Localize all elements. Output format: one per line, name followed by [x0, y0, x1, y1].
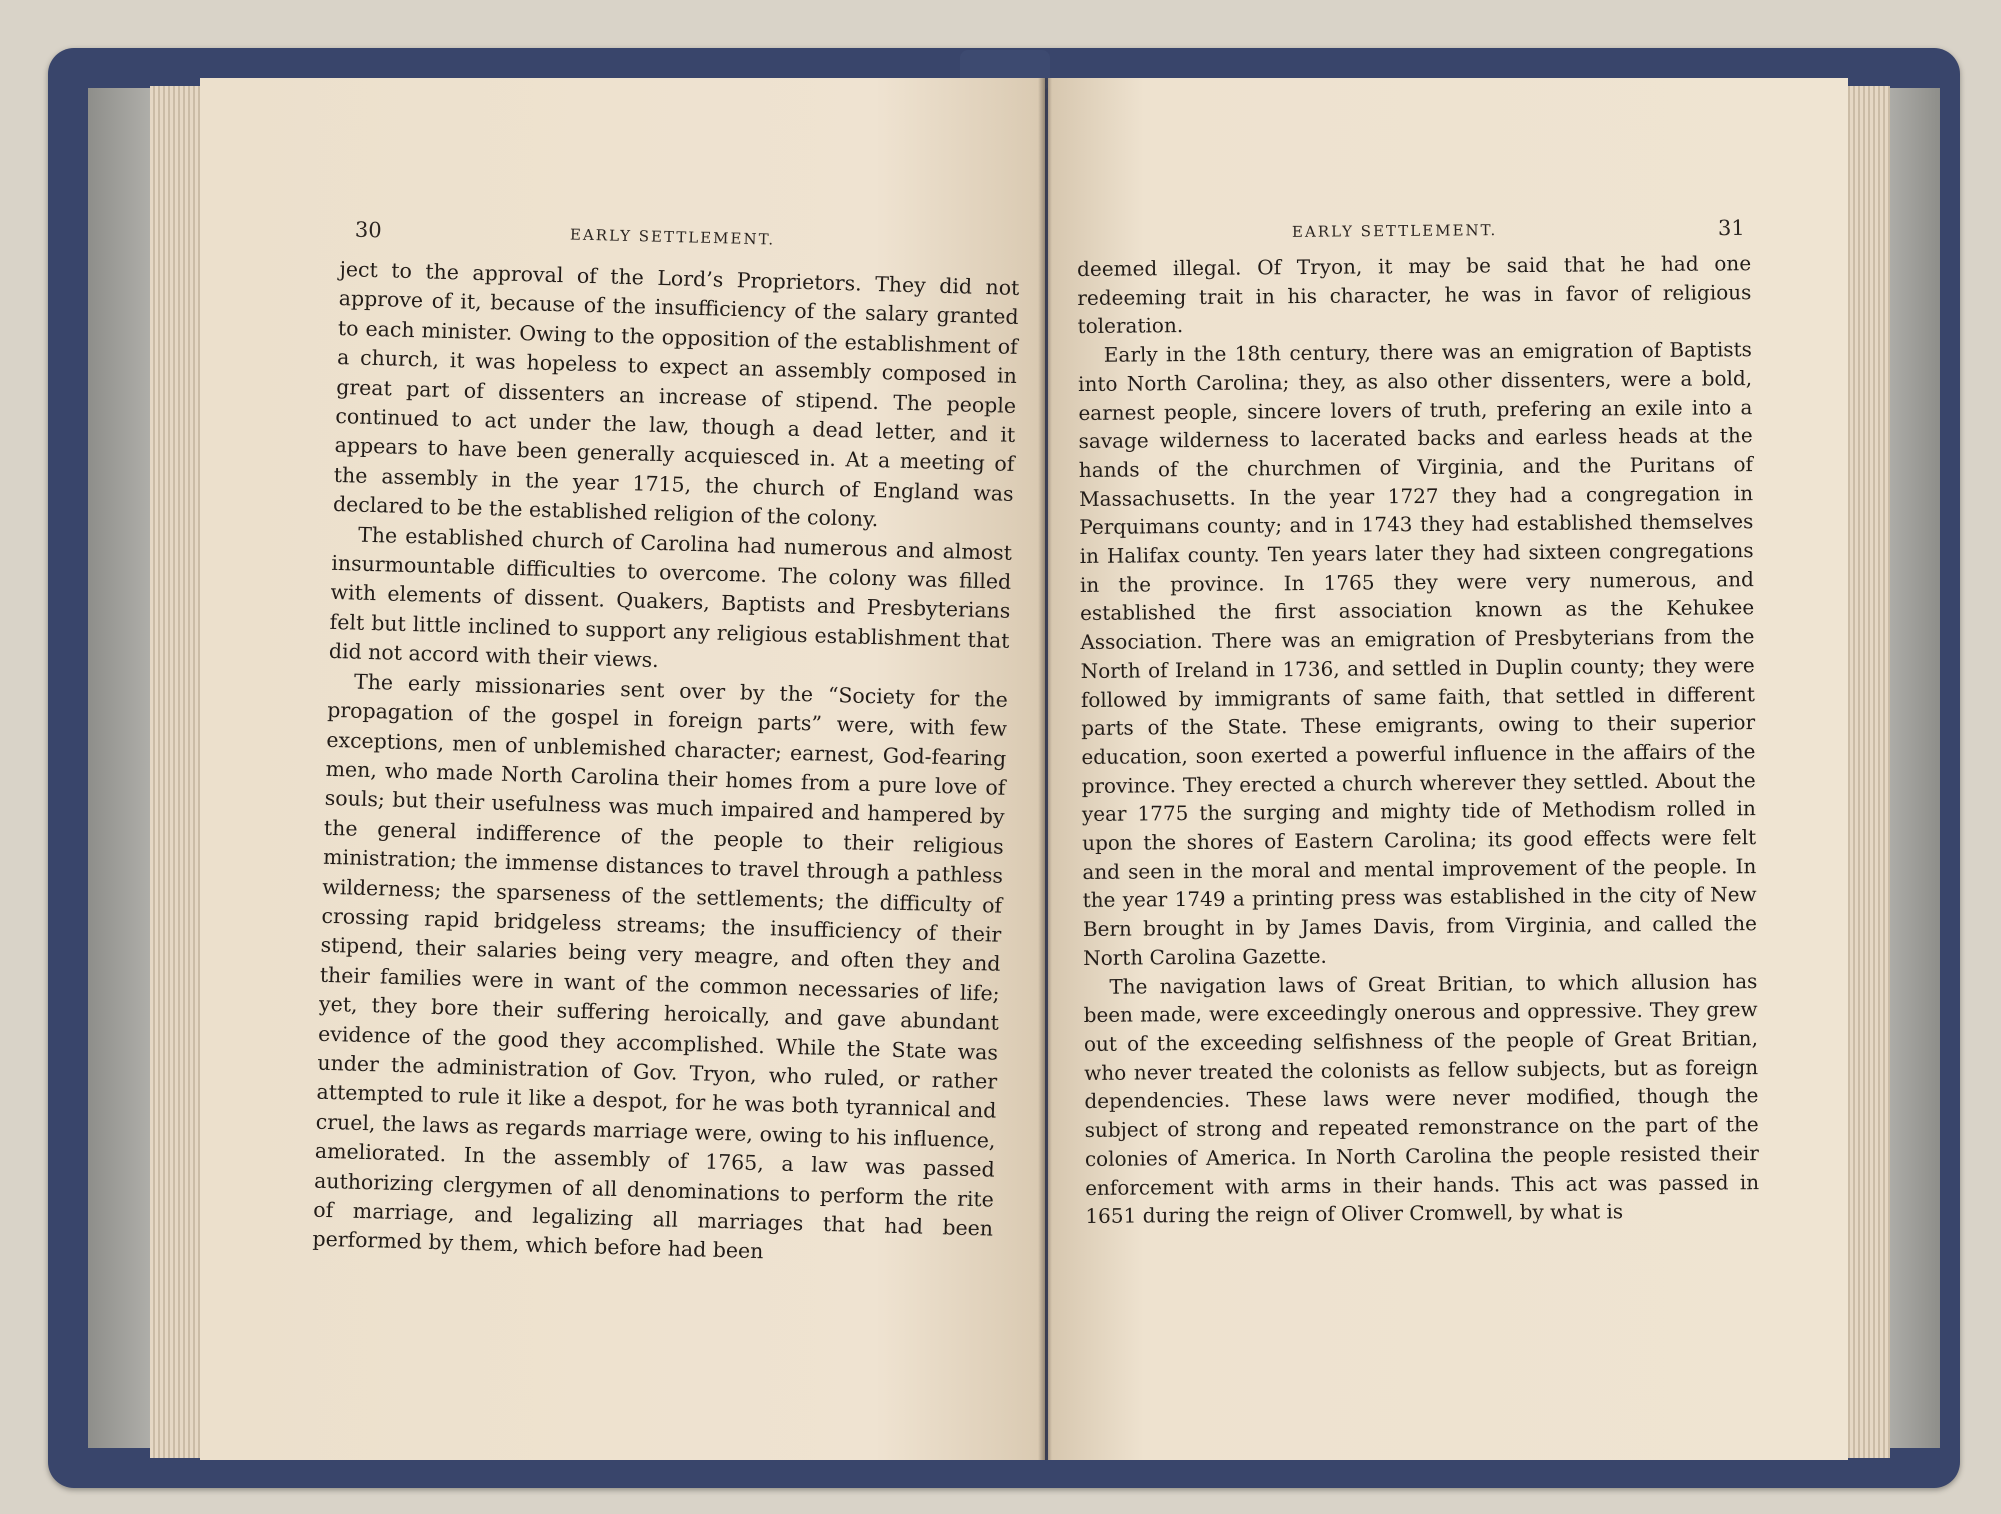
paragraph: deemed illegal. Of Tryon, it may be said that he had one redeeming trait in his character, he was in favor of religious toleration. — [1077, 251, 1752, 339]
right-page-text — [1077, 249, 1759, 1231]
right-page-number: 31 — [1717, 215, 1745, 241]
paragraph: The established church of Carolina had numerous and almost insurmountable difficulties to overcome. The colony was filled with elements of dissent. Quakers, Baptists and Presbyterians felt but little inclined to support any religious establishment that did not accord with their views. — [328, 522, 1013, 673]
paragraph: Early in the 18th century, there was an emigration of Baptists into North Carolina; they, as also other dissenters, were a bold, earnest people, sincere lovers of truth, prefering an exile into a savage wilderness to lacerated backs and earless heads at the hands of the churchmen of Virginia, and the Puritans of Massachusetts. In the year 1727 they had a congregation in Perquimans county; and in 1743 they had established themselves in Halifax county. Ten years later they had sixteen congregations in the province. In 1765 they were very numerous, and established the first association known as the Kehukee Association. There was an emigration of Presbyterians from the North of Ireland in 1736, and settled in Duplin county; they were followed by immigrants of same faith, that settled in different parts of the State. These emigrants, owing to their superior education, soon exerted a powerful influence in the affairs of the province. They erected a church wherever they settled. About the year 1775 the surging and mighty tide of Methodism rolled in upon the shores of Eastern Carolina; its good effects were felt and seen in the moral and mental improvement of the people. In the year 1749 a printing press was established in the city of New Bern brought in by James Davis, from Virginia, and called the North Carolina Gazette. — [1078, 337, 1757, 970]
left-endpaper — [88, 88, 158, 1448]
paragraph: ject to the approval of the Lord’s Proprietors. They did not approve of it, because of the insufficiency of the salary granted to each minister. Owing to the opposition of the establishment of a church, it was hopeless to expect an assembly composed in great part of dissenters an increase of stipend. The people continued to act under the law, though a dead letter, and it appears to have been generally acquiesced in. At a meeting of the assembly in the year 1715, the church of England was declared to be the established religion of the colony. — [332, 256, 1020, 532]
left-page-number: 30 — [354, 217, 383, 243]
paragraph: The navigation laws of Great Britian, to which allusion has been made, were exceedingly onerous and oppressive. They grew out of the exceeding selfishness of the people of Great Britian, who never treated the colonists as fellow subjects, but as foreign dependencies. These laws were never modified, though the subject of strong and repeated remonstrance on the part of the colonies of America. In North Carolina the people resisted their enforcement with arms in their hands. This act was passed in 1651 during the reign of Oliver Cromwell, by what is — [1083, 968, 1760, 1229]
left-page-text — [312, 255, 1020, 1273]
paragraph: The early missionaries sent over by the “Society for the propagation of the gospel in foreign parts” were, with few exceptions, men of unblemished character; earnest, God-fearing men, who made North Carolina their homes from a pure love of souls; but their usefulness was much impaired and hampered by the general indifference of the people to their religious ministration; the immense distances to travel through a pathless wilderness; the sparseness of the settlements; the difficulty of crossing rapid bridgeless streams; the insufficiency of their stipend, their salaries being very meagre, and often they and their families were in want of the common necessaries of life; yet, they bore their suffering heroically, and gave abundant evidence of the good they accomplished. While the State was under the administration of Gov. Tryon, who ruled, or rather attempted to rule it like a despot, for he was both tyrannical and cruel, the laws as regards marriage were, owing to his influence, ameliorated. In the assembly of 1765, a law was passed authorizing clergymen of all denominations to perform the rite of marriage, and legalizing all marriages that had been performed by them, which before had been — [312, 669, 1009, 1264]
left-running-head: EARLY SETTLEMENT. — [569, 225, 776, 249]
spine-gutter — [1038, 78, 1052, 1460]
right-running-head: EARLY SETTLEMENT. — [1291, 221, 1498, 241]
